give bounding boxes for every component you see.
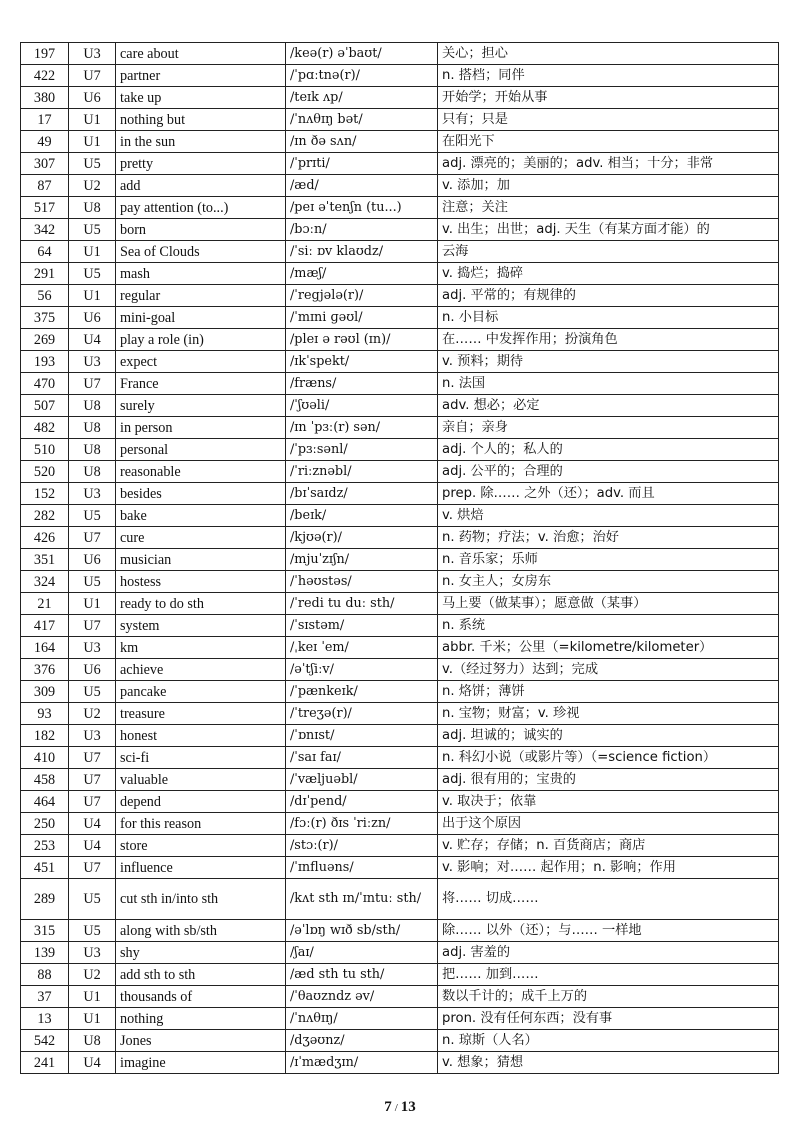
meaning-cell: 出于这个原因 — [438, 813, 779, 835]
phonetic-cell: /ˈregjələ(r)/ — [286, 285, 438, 307]
meaning-cell: n. 音乐家；乐师 — [438, 549, 779, 571]
word-cell: Sea of Clouds — [116, 241, 286, 263]
phonetic-cell: /bɔːn/ — [286, 219, 438, 241]
table-row — [21, 43, 779, 65]
word-cell: reasonable — [116, 461, 286, 483]
phonetic-cell: /kʌt sth ɪn/ˈɪntuː sth/ — [286, 879, 438, 920]
unit-cell: U4 — [69, 329, 116, 351]
entry-number: 542 — [21, 1030, 69, 1052]
unit-cell: U4 — [69, 1052, 116, 1074]
phonetic-cell: /ˈɪnfluəns/ — [286, 857, 438, 879]
meaning-cell: n. 小目标 — [438, 307, 779, 329]
word-cell: born — [116, 219, 286, 241]
unit-cell: U1 — [69, 109, 116, 131]
word-cell: in person — [116, 417, 286, 439]
entry-number: 93 — [21, 703, 69, 725]
meaning-cell: adj. 害羞的 — [438, 942, 779, 964]
unit-cell: U8 — [69, 461, 116, 483]
table-row — [21, 549, 779, 571]
meaning-cell: 亲自；亲身 — [438, 417, 779, 439]
phonetic-cell: /ˈsiː ɒv klaʊdz/ — [286, 241, 438, 263]
table-row — [21, 964, 779, 986]
entry-number: 464 — [21, 791, 69, 813]
table-row — [21, 571, 779, 593]
meaning-cell: v. 影响；对…… 起作用；n. 影响；作用 — [438, 857, 779, 879]
unit-cell: U3 — [69, 43, 116, 65]
meaning-cell: v. 想象；猜想 — [438, 1052, 779, 1074]
vocabulary-table-body — [21, 43, 779, 1074]
unit-cell: U8 — [69, 1030, 116, 1052]
phonetic-cell: /ˈsɪstəm/ — [286, 615, 438, 637]
phonetic-cell: /ɪn ðə sʌn/ — [286, 131, 438, 153]
word-cell: play a role (in) — [116, 329, 286, 351]
unit-cell: U2 — [69, 703, 116, 725]
page-separator: / — [394, 1102, 398, 1114]
table-row — [21, 87, 779, 109]
phonetic-cell: /fræns/ — [286, 373, 438, 395]
word-cell: mini-goal — [116, 307, 286, 329]
word-cell: surely — [116, 395, 286, 417]
entry-number: 269 — [21, 329, 69, 351]
unit-cell: U7 — [69, 769, 116, 791]
phonetic-cell: /mæʃ/ — [286, 263, 438, 285]
meaning-cell: 云海 — [438, 241, 779, 263]
phonetic-cell: /ˈredi tu duː sth/ — [286, 593, 438, 615]
page-total: 13 — [400, 1099, 416, 1115]
meaning-cell: pron. 没有任何东西；没有事 — [438, 1008, 779, 1030]
meaning-cell: n. 系统 — [438, 615, 779, 637]
unit-cell: U1 — [69, 285, 116, 307]
entry-number: 375 — [21, 307, 69, 329]
unit-cell: U1 — [69, 986, 116, 1008]
table-row — [21, 1008, 779, 1030]
entry-number: 164 — [21, 637, 69, 659]
meaning-cell: adj. 漂亮的；美丽的；adv. 相当；十分；非常 — [438, 153, 779, 175]
entry-number: 517 — [21, 197, 69, 219]
word-cell: besides — [116, 483, 286, 505]
meaning-cell: v. 贮存；存储；n. 百货商店；商店 — [438, 835, 779, 857]
table-row — [21, 769, 779, 791]
unit-cell: U3 — [69, 725, 116, 747]
entry-number: 282 — [21, 505, 69, 527]
word-cell: partner — [116, 65, 286, 87]
word-cell: France — [116, 373, 286, 395]
unit-cell: U8 — [69, 439, 116, 461]
phonetic-cell: /pleɪ ə rəʊl (ɪn)/ — [286, 329, 438, 351]
meaning-cell: adj. 公平的；合理的 — [438, 461, 779, 483]
phonetic-cell: /dɪˈpend/ — [286, 791, 438, 813]
meaning-cell: n. 烙饼；薄饼 — [438, 681, 779, 703]
meaning-cell: v. 出生；出世；adj. 天生（有某方面才能）的 — [438, 219, 779, 241]
meaning-cell: 只有；只是 — [438, 109, 779, 131]
table-row — [21, 527, 779, 549]
phonetic-cell: /ˈriːznəbl/ — [286, 461, 438, 483]
entry-number: 309 — [21, 681, 69, 703]
unit-cell: U7 — [69, 373, 116, 395]
meaning-cell: v. 捣烂；捣碎 — [438, 263, 779, 285]
meaning-cell: v. 取决于；依靠 — [438, 791, 779, 813]
table-row — [21, 505, 779, 527]
meaning-cell: 注意；关注 — [438, 197, 779, 219]
word-cell: valuable — [116, 769, 286, 791]
table-row — [21, 65, 779, 87]
word-cell: achieve — [116, 659, 286, 681]
entry-number: 253 — [21, 835, 69, 857]
word-cell: personal — [116, 439, 286, 461]
entry-number: 376 — [21, 659, 69, 681]
phonetic-cell: /ˌkeɪ ˈem/ — [286, 637, 438, 659]
word-cell: cure — [116, 527, 286, 549]
table-row — [21, 659, 779, 681]
entry-number: 152 — [21, 483, 69, 505]
meaning-cell: 在阳光下 — [438, 131, 779, 153]
phonetic-cell: /ˈvæljuəbl/ — [286, 769, 438, 791]
unit-cell: U4 — [69, 813, 116, 835]
word-cell: influence — [116, 857, 286, 879]
unit-cell: U5 — [69, 219, 116, 241]
table-row — [21, 329, 779, 351]
meaning-cell: 把…… 加到…… — [438, 964, 779, 986]
meaning-cell: 数以千计的；成千上万的 — [438, 986, 779, 1008]
entry-number: 64 — [21, 241, 69, 263]
phonetic-cell: /ˈnʌθɪŋ/ — [286, 1008, 438, 1030]
phonetic-cell: /ˈɒnɪst/ — [286, 725, 438, 747]
table-row — [21, 747, 779, 769]
word-cell: ready to do sth — [116, 593, 286, 615]
phonetic-cell: /mjuˈzɪʃn/ — [286, 549, 438, 571]
table-row — [21, 373, 779, 395]
table-row — [21, 813, 779, 835]
word-cell: nothing — [116, 1008, 286, 1030]
phonetic-cell: /æd sth tu sth/ — [286, 964, 438, 986]
unit-cell: U6 — [69, 307, 116, 329]
table-row — [21, 241, 779, 263]
entry-number: 417 — [21, 615, 69, 637]
phonetic-cell: /peɪ əˈtenʃn (tu...) — [286, 197, 438, 219]
word-cell: sci-fi — [116, 747, 286, 769]
word-cell: musician — [116, 549, 286, 571]
table-row — [21, 637, 779, 659]
entry-number: 451 — [21, 857, 69, 879]
table-row — [21, 681, 779, 703]
unit-cell: U5 — [69, 681, 116, 703]
word-cell: cut sth in/into sth — [116, 879, 286, 920]
unit-cell: U8 — [69, 395, 116, 417]
meaning-cell: 将…… 切成…… — [438, 879, 779, 920]
phonetic-cell: /bɪˈsaɪdz/ — [286, 483, 438, 505]
word-cell: add sth to sth — [116, 964, 286, 986]
table-row — [21, 109, 779, 131]
word-cell: hostess — [116, 571, 286, 593]
entry-number: 56 — [21, 285, 69, 307]
word-cell: care about — [116, 43, 286, 65]
unit-cell: U7 — [69, 65, 116, 87]
word-cell: add — [116, 175, 286, 197]
meaning-cell: adj. 很有用的；宝贵的 — [438, 769, 779, 791]
table-row — [21, 703, 779, 725]
entry-number: 87 — [21, 175, 69, 197]
phonetic-cell: /kjʊə(r)/ — [286, 527, 438, 549]
entry-number: 307 — [21, 153, 69, 175]
meaning-cell: v.（经过努力）达到；完成 — [438, 659, 779, 681]
word-cell: mash — [116, 263, 286, 285]
table-row — [21, 615, 779, 637]
meaning-cell: n. 琼斯（人名） — [438, 1030, 779, 1052]
table-row — [21, 791, 779, 813]
entry-number: 510 — [21, 439, 69, 461]
table-row — [21, 285, 779, 307]
meaning-cell: abbr. 千米；公里（=kilometre/kilometer） — [438, 637, 779, 659]
phonetic-cell: /ɪkˈspekt/ — [286, 351, 438, 373]
table-row — [21, 1030, 779, 1052]
unit-cell: U6 — [69, 659, 116, 681]
table-row — [21, 197, 779, 219]
word-cell: expect — [116, 351, 286, 373]
meaning-cell: 开始学；开始从事 — [438, 87, 779, 109]
unit-cell: U5 — [69, 505, 116, 527]
entry-number: 88 — [21, 964, 69, 986]
table-row — [21, 439, 779, 461]
phonetic-cell: /ˈmɪni ɡəʊl/ — [286, 307, 438, 329]
unit-cell: U2 — [69, 175, 116, 197]
entry-number: 250 — [21, 813, 69, 835]
word-cell: pretty — [116, 153, 286, 175]
entry-number: 182 — [21, 725, 69, 747]
unit-cell: U1 — [69, 131, 116, 153]
unit-cell: U5 — [69, 920, 116, 942]
word-cell: system — [116, 615, 286, 637]
meaning-cell: adv. 想必；必定 — [438, 395, 779, 417]
unit-cell: U2 — [69, 964, 116, 986]
meaning-cell: n. 宝物；财富；v. 珍视 — [438, 703, 779, 725]
meaning-cell: adj. 平常的；有规律的 — [438, 285, 779, 307]
meaning-cell: n. 法国 — [438, 373, 779, 395]
meaning-cell: 除…… 以外（还）；与…… 一样地 — [438, 920, 779, 942]
word-cell: for this reason — [116, 813, 286, 835]
table-row — [21, 593, 779, 615]
unit-cell: U8 — [69, 197, 116, 219]
table-row — [21, 307, 779, 329]
unit-cell: U1 — [69, 593, 116, 615]
entry-number: 193 — [21, 351, 69, 373]
table-row — [21, 725, 779, 747]
meaning-cell: v. 烘焙 — [438, 505, 779, 527]
unit-cell: U5 — [69, 263, 116, 285]
unit-cell: U5 — [69, 571, 116, 593]
unit-cell: U8 — [69, 417, 116, 439]
phonetic-cell: /ˈsaɪ faɪ/ — [286, 747, 438, 769]
meaning-cell: n. 女主人；女房东 — [438, 571, 779, 593]
phonetic-cell: /fɔː(r) ðɪs ˈriːzn/ — [286, 813, 438, 835]
meaning-cell: n. 药物；疗法；v. 治愈；治好 — [438, 527, 779, 549]
phonetic-cell: /keə(r) əˈbaʊt/ — [286, 43, 438, 65]
entry-number: 410 — [21, 747, 69, 769]
phonetic-cell: /ˈnʌθɪŋ bət/ — [286, 109, 438, 131]
entry-number: 289 — [21, 879, 69, 920]
word-cell: bake — [116, 505, 286, 527]
phonetic-cell: /ɪn ˈpɜː(r) sən/ — [286, 417, 438, 439]
table-row — [21, 461, 779, 483]
word-cell: thousands of — [116, 986, 286, 1008]
word-cell: take up — [116, 87, 286, 109]
entry-number: 315 — [21, 920, 69, 942]
unit-cell: U5 — [69, 879, 116, 920]
entry-number: 17 — [21, 109, 69, 131]
meaning-cell: 马上要（做某事）；愿意做（某事） — [438, 593, 779, 615]
unit-cell: U1 — [69, 241, 116, 263]
entry-number: 49 — [21, 131, 69, 153]
unit-cell: U6 — [69, 549, 116, 571]
word-cell: pancake — [116, 681, 286, 703]
table-row — [21, 835, 779, 857]
meaning-cell: adj. 个人的；私人的 — [438, 439, 779, 461]
table-row — [21, 219, 779, 241]
phonetic-cell: /beɪk/ — [286, 505, 438, 527]
meaning-cell: n. 搭档；同伴 — [438, 65, 779, 87]
word-cell: along with sb/sth — [116, 920, 286, 942]
unit-cell: U3 — [69, 483, 116, 505]
entry-number: 482 — [21, 417, 69, 439]
phonetic-cell: /ˈhəʊstəs/ — [286, 571, 438, 593]
unit-cell: U7 — [69, 791, 116, 813]
table-row — [21, 920, 779, 942]
phonetic-cell: /əˈlɒŋ wɪð sb/sth/ — [286, 920, 438, 942]
phonetic-cell: /ˈprɪti/ — [286, 153, 438, 175]
entry-number: 197 — [21, 43, 69, 65]
unit-cell: U1 — [69, 1008, 116, 1030]
entry-number: 291 — [21, 263, 69, 285]
table-row — [21, 351, 779, 373]
entry-number: 13 — [21, 1008, 69, 1030]
word-cell: Jones — [116, 1030, 286, 1052]
phonetic-cell: /ˈtreʒə(r)/ — [286, 703, 438, 725]
phonetic-cell: /ˈpɜːsənl/ — [286, 439, 438, 461]
word-cell: in the sun — [116, 131, 286, 153]
phonetic-cell: /teɪk ʌp/ — [286, 87, 438, 109]
unit-cell: U7 — [69, 615, 116, 637]
phonetic-cell: /ʃaɪ/ — [286, 942, 438, 964]
table-row — [21, 483, 779, 505]
meaning-cell: n. 科幻小说（或影片等）（=science fiction） — [438, 747, 779, 769]
phonetic-cell: /stɔː(r)/ — [286, 835, 438, 857]
unit-cell: U7 — [69, 857, 116, 879]
entry-number: 426 — [21, 527, 69, 549]
word-cell: honest — [116, 725, 286, 747]
table-row — [21, 175, 779, 197]
entry-number: 470 — [21, 373, 69, 395]
word-cell: shy — [116, 942, 286, 964]
phonetic-cell: /ˈpɑːtnə(r)/ — [286, 65, 438, 87]
word-cell: imagine — [116, 1052, 286, 1074]
entry-number: 520 — [21, 461, 69, 483]
word-cell: depend — [116, 791, 286, 813]
entry-number: 380 — [21, 87, 69, 109]
table-row — [21, 879, 779, 920]
entry-number: 139 — [21, 942, 69, 964]
table-row — [21, 131, 779, 153]
meaning-cell: 关心；担心 — [438, 43, 779, 65]
table-row — [21, 417, 779, 439]
table-row — [21, 263, 779, 285]
unit-cell: U6 — [69, 87, 116, 109]
page-number — [0, 1099, 800, 1116]
table-row — [21, 395, 779, 417]
unit-cell: U3 — [69, 637, 116, 659]
phonetic-cell: /æd/ — [286, 175, 438, 197]
meaning-cell: prep. 除…… 之外（还）；adv. 而且 — [438, 483, 779, 505]
entry-number: 342 — [21, 219, 69, 241]
entry-number: 241 — [21, 1052, 69, 1074]
table-row — [21, 942, 779, 964]
phonetic-cell: /ˈpænkeɪk/ — [286, 681, 438, 703]
table-row — [21, 1052, 779, 1074]
entry-number: 458 — [21, 769, 69, 791]
word-cell: pay attention (to...) — [116, 197, 286, 219]
entry-number: 422 — [21, 65, 69, 87]
meaning-cell: v. 预料；期待 — [438, 351, 779, 373]
word-cell: store — [116, 835, 286, 857]
meaning-cell: 在…… 中发挥作用；扮演角色 — [438, 329, 779, 351]
entry-number: 324 — [21, 571, 69, 593]
meaning-cell: v. 添加；加 — [438, 175, 779, 197]
phonetic-cell: /ɪˈmædʒɪn/ — [286, 1052, 438, 1074]
table-row — [21, 857, 779, 879]
entry-number: 351 — [21, 549, 69, 571]
word-cell: treasure — [116, 703, 286, 725]
unit-cell: U3 — [69, 351, 116, 373]
entry-number: 507 — [21, 395, 69, 417]
word-cell: regular — [116, 285, 286, 307]
phonetic-cell: /əˈtʃiːv/ — [286, 659, 438, 681]
vocabulary-table — [20, 42, 779, 1074]
word-cell: km — [116, 637, 286, 659]
phonetic-cell: /dʒəʊnz/ — [286, 1030, 438, 1052]
unit-cell: U3 — [69, 942, 116, 964]
unit-cell: U7 — [69, 527, 116, 549]
entry-number: 37 — [21, 986, 69, 1008]
table-row — [21, 986, 779, 1008]
meaning-cell: adj. 坦诚的；诚实的 — [438, 725, 779, 747]
phonetic-cell: /ˈθaʊzndz əv/ — [286, 986, 438, 1008]
unit-cell: U5 — [69, 153, 116, 175]
page-current: 7 — [384, 1099, 392, 1115]
word-cell: nothing but — [116, 109, 286, 131]
entry-number: 21 — [21, 593, 69, 615]
unit-cell: U4 — [69, 835, 116, 857]
phonetic-cell: /ˈʃʊəli/ — [286, 395, 438, 417]
table-row — [21, 153, 779, 175]
unit-cell: U7 — [69, 747, 116, 769]
